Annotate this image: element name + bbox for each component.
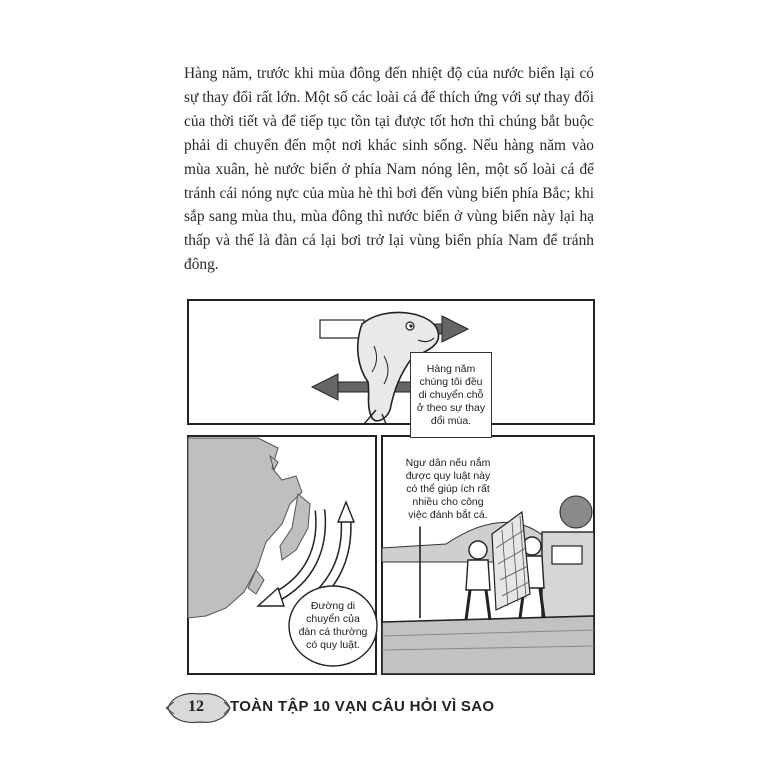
- page-number: 12: [188, 698, 204, 715]
- fish-panel: [188, 300, 594, 424]
- speech-bubble-fishermen: Ngư dân nếu nắm được quy luật này có thể giúp ích rất nhiều cho công việc đánh bắt cá.: [405, 456, 491, 521]
- page-footer: [164, 688, 604, 728]
- book-title: TOÀN TẬP 10 VẠN CÂU HỎI VÌ SAO: [230, 698, 495, 715]
- speech-bubble-map: Đường di chuyển của đàn cá thường có quy luật.: [298, 600, 368, 651]
- comic-strip: [186, 298, 596, 676]
- body-paragraph: Hàng năm, trước khi mùa đông đến nhiệt độ của nước biển lại có sự thay đổi rất lớn. Một số các loài cá để thích ứng với sự thay đổi của thời tiết và để tiếp tục tồn tại được tốt hơn thì chúng bắt buộc phải di chuyển đến một nơi khác sinh sống. Nếu hàng năm vào mùa xuân, hè nước biển ở phía Nam nóng lên, một số loài cá để tránh cái nóng nực của mùa hè thì bơi đến vùng biển phía Bắc; khi sắp sang mùa thu, mùa đông thì nước biển ở vùng biển này lại hạ thấp và thế là đàn cá lại bơi trở lại vùng biển phía Nam để tránh đông.: [184, 65, 594, 274]
- speech-bubble-fish: Hàng năm chúng tôi đều di chuyển chỗ ở theo sự thay đổi mùa.: [410, 352, 492, 438]
